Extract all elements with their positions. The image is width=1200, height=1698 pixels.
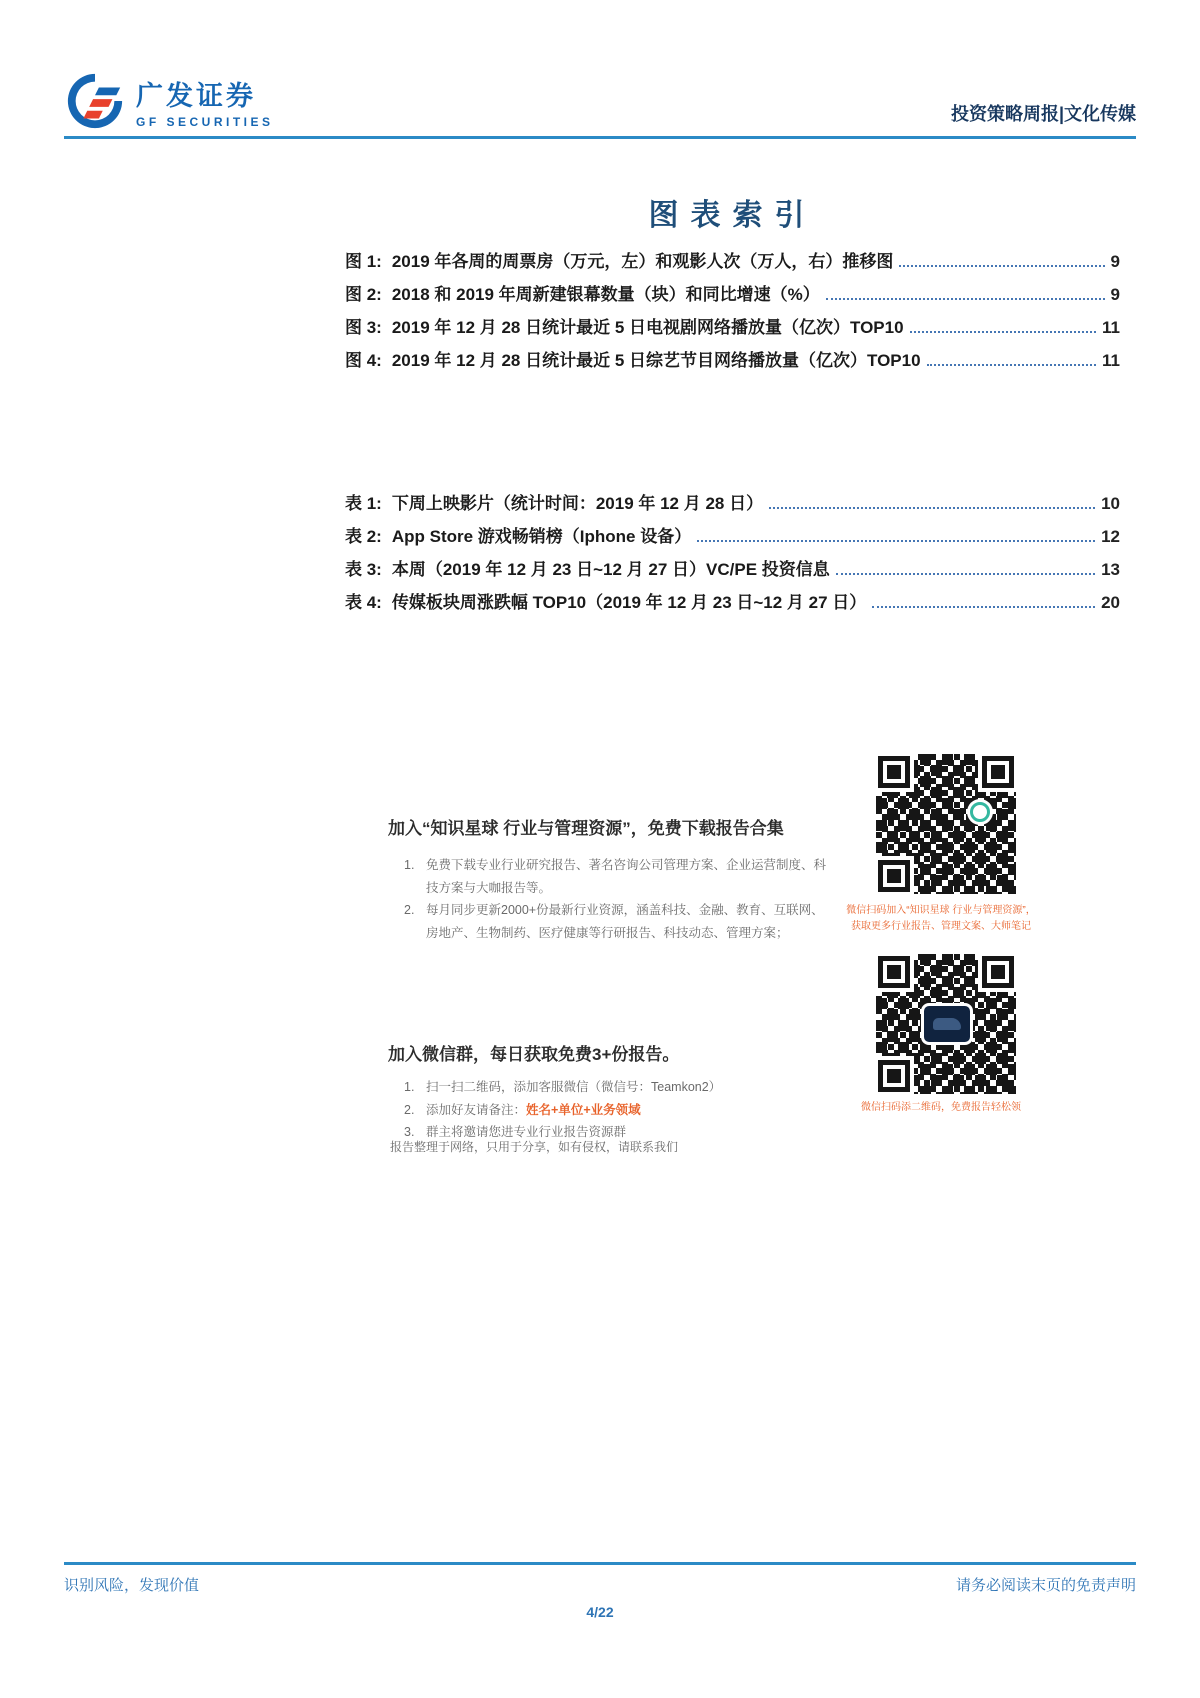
- qr-logo-ring-icon: [970, 802, 990, 822]
- toc-entry-title: App Store 游戏畅销榜（Iphone 设备）: [391, 527, 692, 546]
- footer-divider: [64, 1562, 1136, 1565]
- promo-item-text-highlight: 姓名+单位+业务领域: [526, 1102, 641, 1117]
- toc-table-list: [345, 489, 1120, 621]
- qrcode2-caption: 微信扫码添二维码，免费报告轻松领: [861, 1102, 1021, 1113]
- toc-entry-label: 图 1:: [345, 252, 382, 271]
- promo-item-text-prefix: 添加好友请备注：: [426, 1102, 527, 1117]
- brand-name-en: GF SECURITIES: [136, 114, 274, 129]
- toc-entry-table-1[interactable]: [345, 489, 1120, 522]
- toc-entry-label: 表 1:: [345, 494, 382, 513]
- qr-finder-icon: [982, 756, 1014, 788]
- toc-entry-page: 9: [1110, 252, 1120, 271]
- report-category-tag: 投资策略周报|文化传媒: [950, 104, 1136, 124]
- toc-entry-page: 20: [1101, 593, 1120, 612]
- toc-entry-table-3[interactable]: [345, 555, 1120, 588]
- brand-text: [136, 74, 274, 129]
- footer-slogan: 识别风险，发现价值: [64, 1577, 200, 1594]
- toc-entry-figure-4[interactable]: [345, 346, 1120, 379]
- toc-entry-label: 图 4:: [345, 351, 382, 370]
- toc-entry-label: 表 4:: [345, 593, 382, 612]
- qrcode-knowledge-planet: [876, 754, 1016, 894]
- toc-entry-title: 本周（2019 年 12 月 23 日~12 月 27 日）VC/PE 投资信息: [391, 560, 830, 579]
- toc-dot-leader: [826, 298, 1105, 300]
- brand-name-cn: 广发证券: [136, 80, 256, 111]
- toc-dot-leader: [836, 573, 1095, 575]
- toc-dot-leader: [697, 540, 1095, 542]
- toc-figure-list: [345, 247, 1120, 379]
- source-note: 报告整理于网络，只用于分享，如有侵权，请联系我们: [390, 1140, 679, 1154]
- toc-entry-table-4[interactable]: [345, 588, 1120, 621]
- toc-dot-leader: [910, 331, 1096, 333]
- promo-item-number: 2.: [404, 1102, 415, 1117]
- qr-finder-icon: [878, 1060, 910, 1092]
- toc-entry-title: 2018 和 2019 年周新建银幕数量（块）和同比增速（%）: [391, 285, 820, 304]
- promo-item-text: [426, 1099, 641, 1122]
- promo2-item-1: [404, 1076, 834, 1099]
- toc-entry-label: 图 2:: [345, 285, 382, 304]
- toc-entry-label: 图 3:: [345, 318, 382, 337]
- promo1-list: [404, 854, 834, 944]
- qrcode-wechat-group: [876, 954, 1016, 1094]
- qr-finder-icon: [878, 956, 910, 988]
- toc-entry-page: 13: [1101, 560, 1120, 579]
- footer-disclaimer-note: 请务必阅读末页的免责声明: [955, 1577, 1136, 1594]
- promo-item-number: 1.: [404, 1080, 415, 1094]
- toc-title: 图表索引: [648, 198, 817, 233]
- promo-item-number: 3.: [404, 1125, 415, 1139]
- toc-entry-page: 12: [1101, 527, 1120, 546]
- promo-item-text: 扫一扫二维码，添加客服微信（微信号：Teamkon2）: [426, 1080, 722, 1094]
- toc-dot-leader: [899, 265, 1104, 267]
- toc-dot-leader: [769, 507, 1095, 509]
- promo-item-text: 每月同步更新2000+份最新行业资源，涵盖科技、金融、教育、互联网、房地产、生物制药、医疗健康等行研报告、科技动态、管理方案；: [426, 903, 824, 940]
- qrcode1-caption-line2: 获取更多行业报告、管理文案、大师笔记: [851, 920, 1031, 932]
- promo-item-number: 2.: [404, 903, 415, 917]
- toc-dot-leader: [872, 606, 1095, 608]
- toc-dot-leader: [927, 364, 1096, 366]
- qr-finder-icon: [982, 956, 1014, 988]
- promo1-item-1: [404, 854, 834, 899]
- qr-finder-icon: [878, 860, 910, 892]
- toc-entry-title: 下周上映影片（统计时间：2019 年 12 月 28 日）: [391, 494, 764, 513]
- toc-entry-title: 传媒板块周涨跌幅 TOP10（2019 年 12 月 23 日~12 月 27 日）: [391, 593, 867, 612]
- page-number: 4/22: [586, 1604, 614, 1620]
- promo1-heading: 加入“知识星球 行业与管理资源”，免费下载报告合集: [388, 819, 784, 838]
- toc-entry-label: 表 3:: [345, 560, 382, 579]
- promo-item-number: 1.: [404, 858, 415, 872]
- promo-item-text: 群主将邀请您进专业行业报告资源群: [426, 1125, 627, 1139]
- toc-entry-title: 2019 年 12 月 28 日统计最近 5 日电视剧网络播放量（亿次）TOP10: [391, 318, 904, 337]
- promo2-item-2: [404, 1099, 834, 1122]
- promo2-heading: 加入微信群，每日获取免费3+份报告。: [388, 1045, 680, 1064]
- qrcode1-caption: [836, 903, 1046, 934]
- toc-entry-label: 表 2:: [345, 527, 382, 546]
- toc-entry-figure-3[interactable]: [345, 313, 1120, 346]
- header-divider: [64, 136, 1136, 139]
- toc-entry-page: 10: [1101, 494, 1120, 513]
- toc-entry-page: 11: [1102, 318, 1120, 337]
- qr-center-emblem-icon: [924, 1006, 970, 1042]
- promo1-item-2: [404, 899, 834, 944]
- toc-entry-figure-2[interactable]: [345, 280, 1120, 313]
- toc-entry-table-2[interactable]: [345, 522, 1120, 555]
- gf-securities-logo: [64, 70, 274, 132]
- toc-entry-page: 9: [1110, 285, 1120, 304]
- toc-entry-title: 2019 年各周的周票房（万元，左）和观影人次（万人，右）推移图: [391, 252, 894, 271]
- gf-securities-logo-icon: [64, 70, 126, 132]
- toc-entry-page: 11: [1102, 351, 1120, 370]
- promo2-list: [404, 1076, 834, 1144]
- qrcode1-caption-line1: 微信扫码加入“知识星球 行业与管理资源”，: [846, 905, 1036, 916]
- toc-entry-title: 2019 年 12 月 28 日统计最近 5 日综艺节目网络播放量（亿次）TOP10: [391, 351, 921, 370]
- qr-finder-icon: [878, 756, 910, 788]
- promo-item-text: 免费下载专业行业研究报告、著名咨询公司管理方案、企业运营制度、科技方案与大咖报告等。: [426, 858, 827, 895]
- toc-entry-figure-1[interactable]: [345, 247, 1120, 280]
